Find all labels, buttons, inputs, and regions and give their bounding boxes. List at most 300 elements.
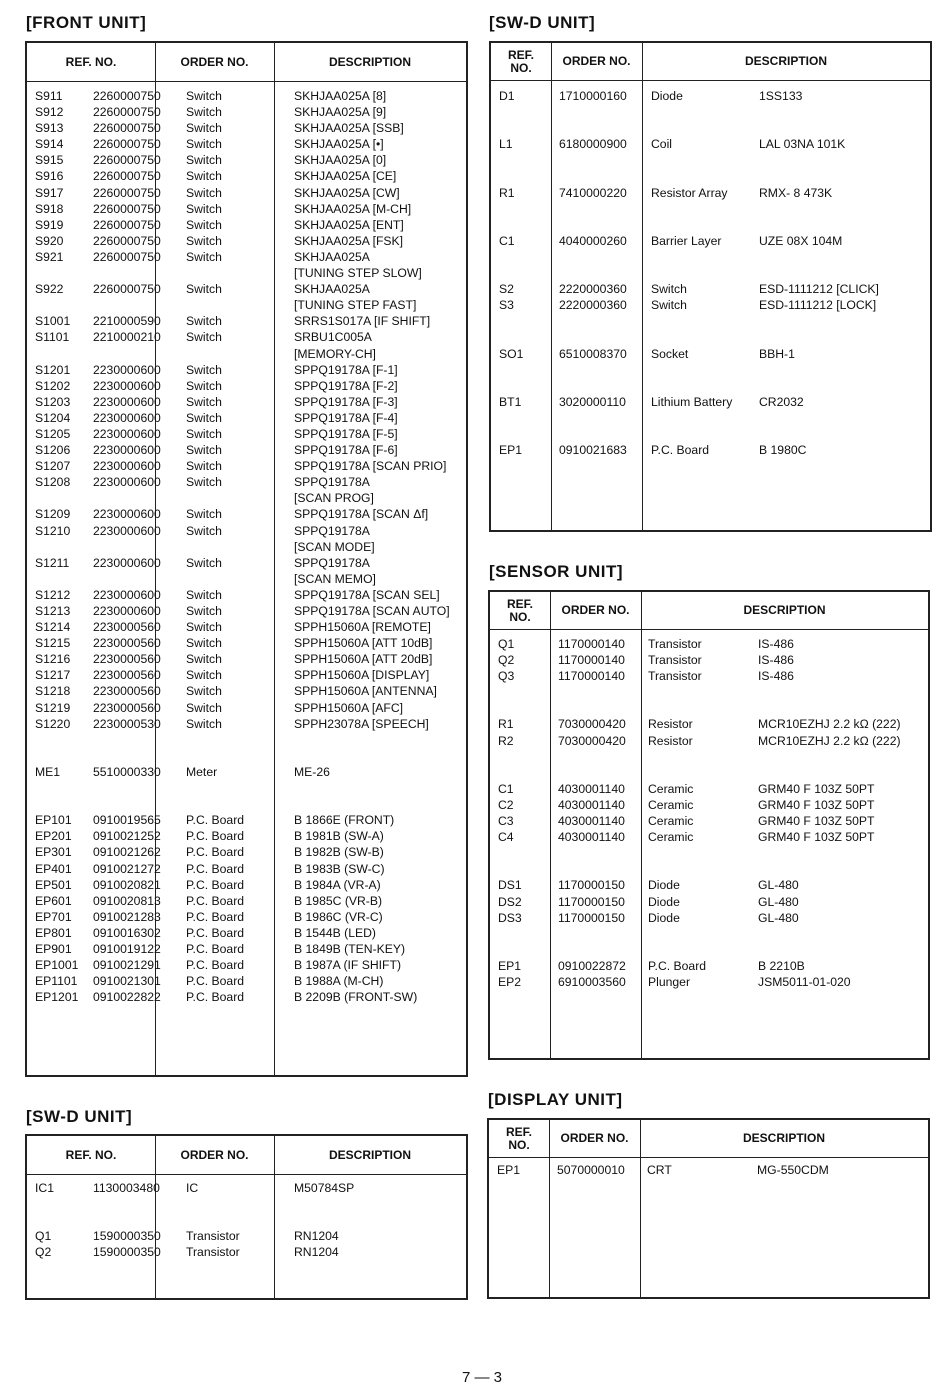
part-type: Ceramic: [648, 781, 694, 796]
order-no: 0910020813: [93, 893, 161, 908]
part-number: SPPQ19178A [F-1]: [294, 362, 398, 377]
part-number: B 1986C (VR-C): [294, 909, 383, 924]
table-row: [491, 201, 930, 217]
ref-no: DS2: [498, 894, 522, 909]
ref-no: EP601: [35, 893, 72, 908]
part-number: B 1544B (LED): [294, 925, 376, 940]
part-type: Diode: [648, 894, 680, 909]
ref-no: EP801: [35, 925, 72, 940]
part-number: B 1984A (VR-A): [294, 877, 381, 892]
order-no: 4030001140: [558, 814, 625, 829]
part-type: Switch: [186, 410, 222, 425]
ref-no: S3: [499, 298, 514, 313]
part-type: Switch: [186, 636, 222, 651]
ref-no: S915: [35, 153, 64, 168]
header-ref-no: REF. NO.: [507, 47, 534, 75]
table-row: [491, 152, 930, 168]
order-no: 2260000750: [93, 105, 161, 120]
order-no: 2260000750: [93, 153, 161, 168]
order-no: 0910021283: [93, 909, 161, 924]
part-number: SKHJAA025A [9]: [294, 105, 387, 120]
order-no: 3020000110: [559, 394, 626, 409]
table-row: [27, 732, 466, 748]
table-row: [491, 297, 930, 313]
table-row: [27, 539, 466, 555]
order-no: 2220000360: [559, 282, 627, 297]
table-row: [490, 974, 928, 990]
header-order-no: ORDER NO.: [561, 603, 630, 617]
table-row: [491, 346, 930, 362]
part-type: Switch: [186, 668, 222, 683]
header-order-no: ORDER NO.: [180, 1147, 249, 1162]
table-row: [27, 378, 466, 394]
table-row: [490, 765, 928, 781]
table-row: [27, 683, 466, 699]
part-number: GRM40 F 103Z 50PT: [758, 830, 875, 845]
ref-no: S1213: [35, 604, 71, 618]
part-type: Switch: [186, 314, 222, 329]
table-row: [490, 813, 928, 829]
ref-no: S1215: [35, 636, 71, 651]
part-type: Switch: [186, 217, 222, 232]
header-description: DESCRIPTION: [744, 54, 827, 68]
part-type: Resistor: [648, 717, 693, 732]
order-no: 1170000140: [558, 653, 625, 668]
ref-no: S913: [35, 121, 64, 136]
part-type: P.C. Board: [186, 974, 245, 989]
part-type: IC: [186, 1181, 199, 1195]
ref-no: S919: [35, 217, 64, 232]
part-number: SKHJAA025A [CE]: [294, 169, 397, 184]
order-no: 5070000010: [557, 1163, 625, 1177]
ref-no: SO1: [499, 346, 524, 361]
ref-no: S1207: [35, 459, 71, 474]
ref-no: BT1: [499, 394, 522, 409]
table-body: [27, 88, 466, 1005]
sensor-unit-title: [SENSOR UNIT]: [489, 562, 623, 581]
part-number: GRM40 F 103Z 50PT: [758, 814, 875, 829]
part-number: M50784SP: [294, 1181, 355, 1195]
order-no: 2230000600: [93, 394, 161, 409]
part-type: Resistor Array: [651, 185, 728, 200]
ref-no: S917: [35, 185, 64, 200]
ref-no: Q2: [498, 653, 515, 668]
table-row: [27, 1244, 466, 1260]
ref-no: Q2: [35, 1245, 52, 1260]
ref-no: S1212: [35, 587, 71, 602]
order-no: 2260000750: [93, 89, 161, 103]
order-no: 0910016302: [93, 925, 161, 940]
order-no: 0910019565: [93, 813, 161, 828]
table-row: [27, 104, 466, 120]
header-order-no: ORDER NO.: [560, 1131, 629, 1145]
table-row: [491, 88, 930, 104]
part-number: SKHJAA025A [ENT]: [294, 217, 404, 232]
table-row: [27, 716, 466, 732]
table-row: [491, 362, 930, 378]
table-row: [27, 828, 466, 844]
part-number: SKHJAA025A [FSK]: [294, 233, 404, 248]
swd-unit-right-title: [SW-D UNIT]: [489, 13, 596, 32]
order-no: 2260000750: [93, 217, 161, 232]
part-type: Transistor: [186, 1229, 240, 1244]
table-row: [490, 716, 928, 732]
order-no: 0910019122: [93, 941, 161, 956]
ref-no: EP401: [35, 861, 72, 876]
ref-no: ME1: [35, 764, 61, 779]
ref-no: S1209: [35, 507, 71, 522]
table-row: [27, 651, 466, 667]
order-no: 2260000750: [93, 282, 161, 297]
part-number: SPPQ19178A [SCAN Δf]: [294, 507, 429, 522]
part-number: SKHJAA025A [M-CH]: [294, 201, 412, 216]
table-row: [27, 941, 466, 957]
part-number: B 1985C (VR-B): [294, 893, 383, 908]
order-no: 2260000750: [93, 249, 161, 264]
part-type: Switch: [186, 153, 222, 168]
ref-no: S1220: [35, 716, 71, 731]
order-no: 2260000750: [93, 185, 161, 200]
table-row: [27, 458, 466, 474]
order-no: 2230000560: [93, 620, 161, 635]
table-row: [27, 877, 466, 893]
part-number: [SCAN MEMO]: [294, 571, 376, 586]
part-type: Switch: [186, 137, 222, 152]
ref-no: R1: [498, 717, 514, 732]
ref-no: EP201: [35, 829, 72, 844]
table-row: [27, 555, 466, 571]
header-ref-no: REF. NO.: [65, 54, 117, 69]
order-no: 6510008370: [559, 346, 627, 361]
order-no: 2230000560: [93, 636, 161, 651]
order-no: 0910022822: [93, 990, 161, 1005]
part-type: Switch: [186, 620, 222, 635]
table-row: [27, 152, 466, 168]
part-type: Switch: [186, 587, 222, 602]
ref-no: S1202: [35, 378, 71, 393]
table-row: [27, 201, 466, 217]
part-type: Switch: [186, 523, 222, 538]
table-row: [490, 829, 928, 845]
part-type: Switch: [186, 604, 222, 618]
part-number: SKHJAA025A: [294, 282, 370, 297]
table-row: [27, 973, 466, 989]
table-row: [490, 797, 928, 813]
part-number: [SCAN PROG]: [294, 491, 374, 506]
table-row: [490, 894, 928, 910]
header-description: DESCRIPTION: [328, 54, 411, 69]
ref-no: EP1: [498, 958, 522, 973]
part-number: SPPQ19178A [F-5]: [294, 426, 398, 441]
order-no: 6180000900: [559, 137, 627, 152]
part-number: IS-486: [758, 653, 794, 668]
part-number: SPPQ19178A: [294, 555, 370, 570]
table-row: [27, 587, 466, 603]
ref-no: Q1: [35, 1229, 52, 1244]
table-row: [491, 426, 930, 442]
table-row: [27, 635, 466, 651]
order-no: 2260000750: [93, 169, 161, 184]
ref-no: C4: [498, 830, 514, 845]
table-row: [490, 652, 928, 668]
table-header: [491, 43, 930, 81]
ref-no: IC1: [35, 1181, 54, 1195]
display-unit-title: [DISPLAY UNIT]: [488, 1090, 623, 1109]
order-no: 2230000560: [93, 668, 161, 683]
part-number: SPPQ19178A [SCAN SEL]: [294, 587, 440, 602]
ref-no: C1: [499, 233, 515, 248]
ref-no: S922: [35, 282, 64, 297]
table-header: [489, 1120, 928, 1158]
ref-no: S920: [35, 233, 64, 248]
table-row: [491, 265, 930, 281]
table-row: [490, 749, 928, 765]
table-row: [27, 603, 466, 619]
header-order-no: ORDER NO.: [180, 54, 249, 69]
order-no: 7030000420: [558, 733, 626, 748]
table-row: [27, 957, 466, 973]
part-number: MG-550CDM: [757, 1163, 829, 1177]
table-row: [27, 989, 466, 1005]
ref-no: S1219: [35, 700, 71, 715]
table-row: [490, 668, 928, 684]
table-body: [489, 1162, 928, 1178]
order-no: 0910021252: [93, 829, 161, 844]
part-number: GRM40 F 103Z 50PT: [758, 797, 875, 812]
ref-no: S921: [35, 249, 64, 264]
table-row: [27, 185, 466, 201]
front-unit-table: [25, 41, 468, 1077]
order-no: 0910021272: [93, 861, 161, 876]
table-row: [27, 120, 466, 136]
table-row: [491, 394, 930, 410]
ref-no: S1210: [35, 523, 71, 538]
part-number: JSM5011-01-020: [758, 974, 851, 989]
table-row: [27, 844, 466, 860]
part-number: SPPQ19178A [F-4]: [294, 410, 398, 425]
part-number: MCR10EZHJ 2.2 kΩ (222): [758, 733, 901, 748]
part-type: Switch: [186, 249, 222, 264]
part-type: Switch: [186, 282, 222, 297]
ref-no: S1203: [35, 394, 71, 409]
ref-no: EP1: [497, 1163, 521, 1177]
part-number: SPPH15060A [ANTENNA]: [294, 684, 437, 699]
ref-no: EP701: [35, 909, 72, 924]
order-no: 2230000600: [93, 604, 161, 618]
part-number: B 2210B: [758, 958, 805, 973]
part-number: SPPH15060A [AFC]: [294, 700, 404, 715]
ref-no: S1218: [35, 684, 71, 699]
table-row: [27, 1212, 466, 1228]
part-number: SPPQ19178A [SCAN AUTO]: [294, 604, 450, 618]
order-no: 2230000560: [93, 700, 161, 715]
ref-no: S914: [35, 137, 64, 152]
swd-unit-left-title: [SW-D UNIT]: [26, 1107, 133, 1126]
table-row: [27, 748, 466, 764]
part-number: SPPQ19178A [SCAN PRIO]: [294, 459, 447, 474]
header-order-no: ORDER NO.: [562, 54, 631, 68]
ref-no: D1: [499, 89, 515, 103]
part-type: Switch: [186, 555, 222, 570]
part-type: Switch: [186, 185, 222, 200]
part-type: Transistor: [186, 1245, 240, 1260]
order-no: 4030001140: [558, 797, 625, 812]
table-body: [490, 636, 928, 990]
order-no: 2210000590: [93, 314, 161, 329]
order-no: 2230000600: [93, 587, 161, 602]
table-row: [491, 120, 930, 136]
ref-no: EP301: [35, 845, 72, 860]
part-number: 1SS133: [759, 89, 803, 103]
table-row: [27, 249, 466, 265]
part-number: B 2209B (FRONT-SW): [294, 990, 418, 1005]
part-type: Switch: [186, 716, 222, 731]
part-type: Switch: [186, 684, 222, 699]
order-no: 2230000600: [93, 378, 161, 393]
ref-no: EP501: [35, 877, 72, 892]
swd-unit-right-table: [489, 41, 932, 532]
table-row: [490, 942, 928, 958]
part-number: SPPQ19178A [F-6]: [294, 443, 398, 458]
table-row: [490, 684, 928, 700]
part-type: Transistor: [648, 637, 702, 651]
order-no: 1170000140: [558, 669, 625, 684]
table-row: [27, 362, 466, 378]
ref-no: EP1: [499, 443, 523, 458]
order-no: 4030001140: [558, 781, 625, 796]
part-number: GL-480: [758, 878, 799, 893]
part-number: B 1981B (SW-A): [294, 829, 384, 844]
order-no: 0910021291: [93, 958, 161, 973]
order-no: 2230000560: [93, 684, 161, 699]
part-type: Switch: [186, 700, 222, 715]
table-row: [27, 861, 466, 877]
part-number: B 1980C: [759, 443, 807, 458]
part-number: SKHJAA025A [SSB]: [294, 121, 404, 136]
ref-no: S1214: [35, 620, 71, 635]
part-type: P.C. Board: [186, 958, 245, 973]
part-number: SRRS1S017A [IF SHIFT]: [294, 314, 431, 329]
order-no: 1590000350: [93, 1229, 161, 1244]
table-row: [27, 523, 466, 539]
part-number: B 1866E (FRONT): [294, 813, 395, 828]
ref-no: EP1001: [35, 958, 79, 973]
part-number: IS-486: [758, 637, 794, 651]
order-no: 2230000600: [93, 362, 161, 377]
table-row: [491, 329, 930, 345]
table-row: [491, 410, 930, 426]
table-row: [491, 233, 930, 249]
part-number: SKHJAA025A [0]: [294, 153, 387, 168]
part-number: B 1849B (TEN-KEY): [294, 941, 406, 956]
table-row: [27, 442, 466, 458]
table-row: [27, 88, 466, 104]
order-no: 1170000140: [558, 637, 625, 651]
part-number: SPPQ19178A: [294, 475, 370, 490]
order-no: 2230000600: [93, 459, 161, 474]
part-type: P.C. Board: [186, 925, 245, 940]
part-number: ESD-1111212 [LOCK]: [759, 298, 877, 313]
part-number: [SCAN MODE]: [294, 539, 375, 554]
table-row: [491, 168, 930, 184]
order-no: 0910021301: [93, 974, 161, 989]
table-row: [27, 619, 466, 635]
part-number: SPPQ19178A [F-3]: [294, 394, 398, 409]
part-number: GL-480: [758, 894, 799, 909]
table-row: [27, 764, 466, 780]
table-row: [27, 909, 466, 925]
table-row: [27, 490, 466, 506]
table-row: [490, 958, 928, 974]
part-type: Transistor: [648, 669, 702, 684]
table-row: [491, 313, 930, 329]
part-type: Transistor: [648, 653, 702, 668]
header-ref-no: REF. NO.: [506, 596, 533, 624]
order-no: 5510000330: [93, 764, 161, 779]
part-number: B 1983B (SW-C): [294, 861, 385, 876]
front-unit-title: [FRONT UNIT]: [26, 13, 147, 32]
ref-no: S1204: [35, 410, 71, 425]
order-no: 2230000600: [93, 426, 161, 441]
table-row: [27, 136, 466, 152]
table-row: [490, 845, 928, 861]
order-no: 2260000750: [93, 121, 161, 136]
part-type: Switch: [186, 89, 222, 103]
part-type: Resistor: [648, 733, 693, 748]
order-no: 2260000750: [93, 137, 161, 152]
part-number: SKHJAA025A: [294, 249, 370, 264]
ref-no: EP901: [35, 941, 72, 956]
part-type: Socket: [651, 346, 689, 361]
part-type: Ceramic: [648, 814, 694, 829]
part-type: P.C. Board: [186, 990, 245, 1005]
part-type: Switch: [186, 233, 222, 248]
order-no: 7410000220: [559, 185, 627, 200]
order-no: 2230000530: [93, 716, 161, 731]
part-type: Switch: [186, 121, 222, 136]
ref-no: C3: [498, 814, 514, 829]
table-row: [27, 217, 466, 233]
part-number: RMX- 8 473K: [759, 185, 833, 200]
ref-no: DS1: [498, 878, 522, 893]
ref-no: S2: [499, 282, 514, 297]
part-type: P.C. Board: [186, 813, 245, 828]
order-no: 2230000600: [93, 443, 161, 458]
part-number: BBH-1: [759, 346, 795, 361]
table-header: [490, 592, 928, 630]
ref-no: EP1101: [35, 974, 78, 989]
ref-no: S1211: [35, 555, 70, 570]
part-number: SPPH15060A [REMOTE]: [294, 620, 431, 635]
part-type: Switch: [651, 298, 687, 313]
order-no: 1170000150: [558, 878, 625, 893]
table-row: [490, 700, 928, 716]
part-number: GL-480: [758, 910, 799, 925]
ref-no: Q3: [498, 669, 515, 684]
ref-no: EP101: [35, 813, 72, 828]
ref-no: S1217: [35, 668, 71, 683]
part-type: Switch: [186, 378, 222, 393]
table-row: [27, 233, 466, 249]
part-type: Diode: [648, 910, 680, 925]
part-number: [TUNING STEP SLOW]: [294, 266, 422, 281]
order-no: 0910022872: [558, 958, 626, 973]
ref-no: C2: [498, 797, 514, 812]
part-type: Switch: [186, 169, 222, 184]
table-row: [27, 667, 466, 683]
order-no: 2260000750: [93, 201, 161, 216]
ref-no: R1: [499, 185, 515, 200]
